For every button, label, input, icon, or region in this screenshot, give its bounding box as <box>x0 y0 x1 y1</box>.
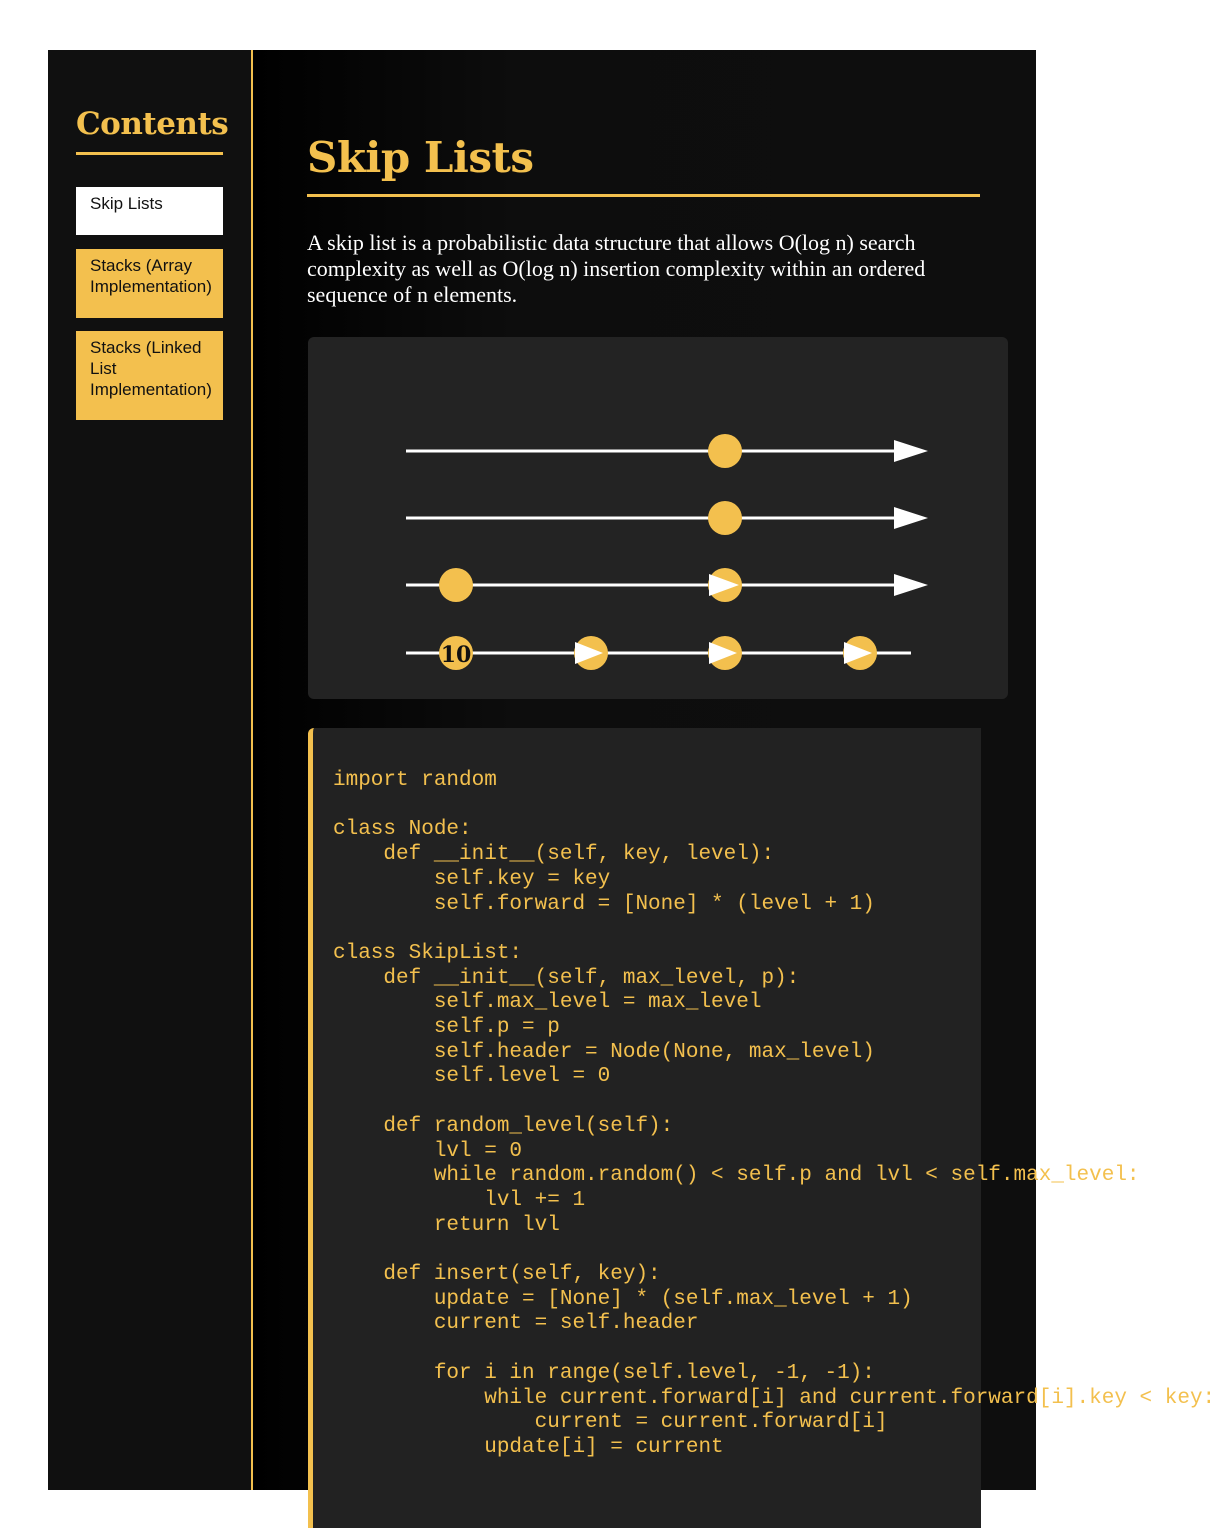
level-1-arrowhead <box>894 574 928 596</box>
level-3-arrowhead <box>894 440 928 462</box>
node-level-1-key-10 <box>439 568 473 602</box>
sidebar-title: Contents <box>76 102 223 155</box>
node-level-3-key-30 <box>708 434 742 468</box>
page-title: Skip Lists <box>307 130 980 197</box>
code-block: import random class Node: def __init__(self, key, level): self.key = key self.forward = [None] * (level + 1) class SkipList: def __init__(self, max_level, p): self.max_level = max_level self.p = p self.header = Node(None, max_level) self.level = 0 def random_level(self): lvl = 0 while random.random() < self.p and lvl < self.max_level: lvl += 1 return lvl def insert(self, key): update = [None] * (self.max_level + 1) current = self.header for i in range(self.level, -1, -1): while current.forward[i] and current.forward[i].key < key: current = current.forward[i] update[i] = current <box>333 769 1215 1459</box>
skip-list-diagram <box>308 337 1008 699</box>
node-level-2-key-30 <box>708 501 742 535</box>
sidebar <box>48 50 253 1490</box>
main-content <box>253 50 1215 1490</box>
page-frame <box>48 50 1215 1490</box>
intro-paragraph: A skip list is a probabilistic data structure that allows O(log n) search complexity as well as O(log n) insertion complexity within an ordered sequence of n elements. <box>307 230 926 307</box>
toc-item-stacks-array[interactable]: Stacks (Array Implementation) <box>76 249 223 318</box>
toc-item-stacks-linked-list[interactable]: Stacks (Linked List Implementation) <box>76 331 223 420</box>
toc-item-skip-lists[interactable]: Skip Lists <box>76 187 223 235</box>
level-2-arrowhead <box>894 507 928 529</box>
node-label-10: 10 <box>440 642 472 668</box>
skip-list-diagram-svg <box>308 337 1008 699</box>
code-panel <box>308 728 1215 1528</box>
